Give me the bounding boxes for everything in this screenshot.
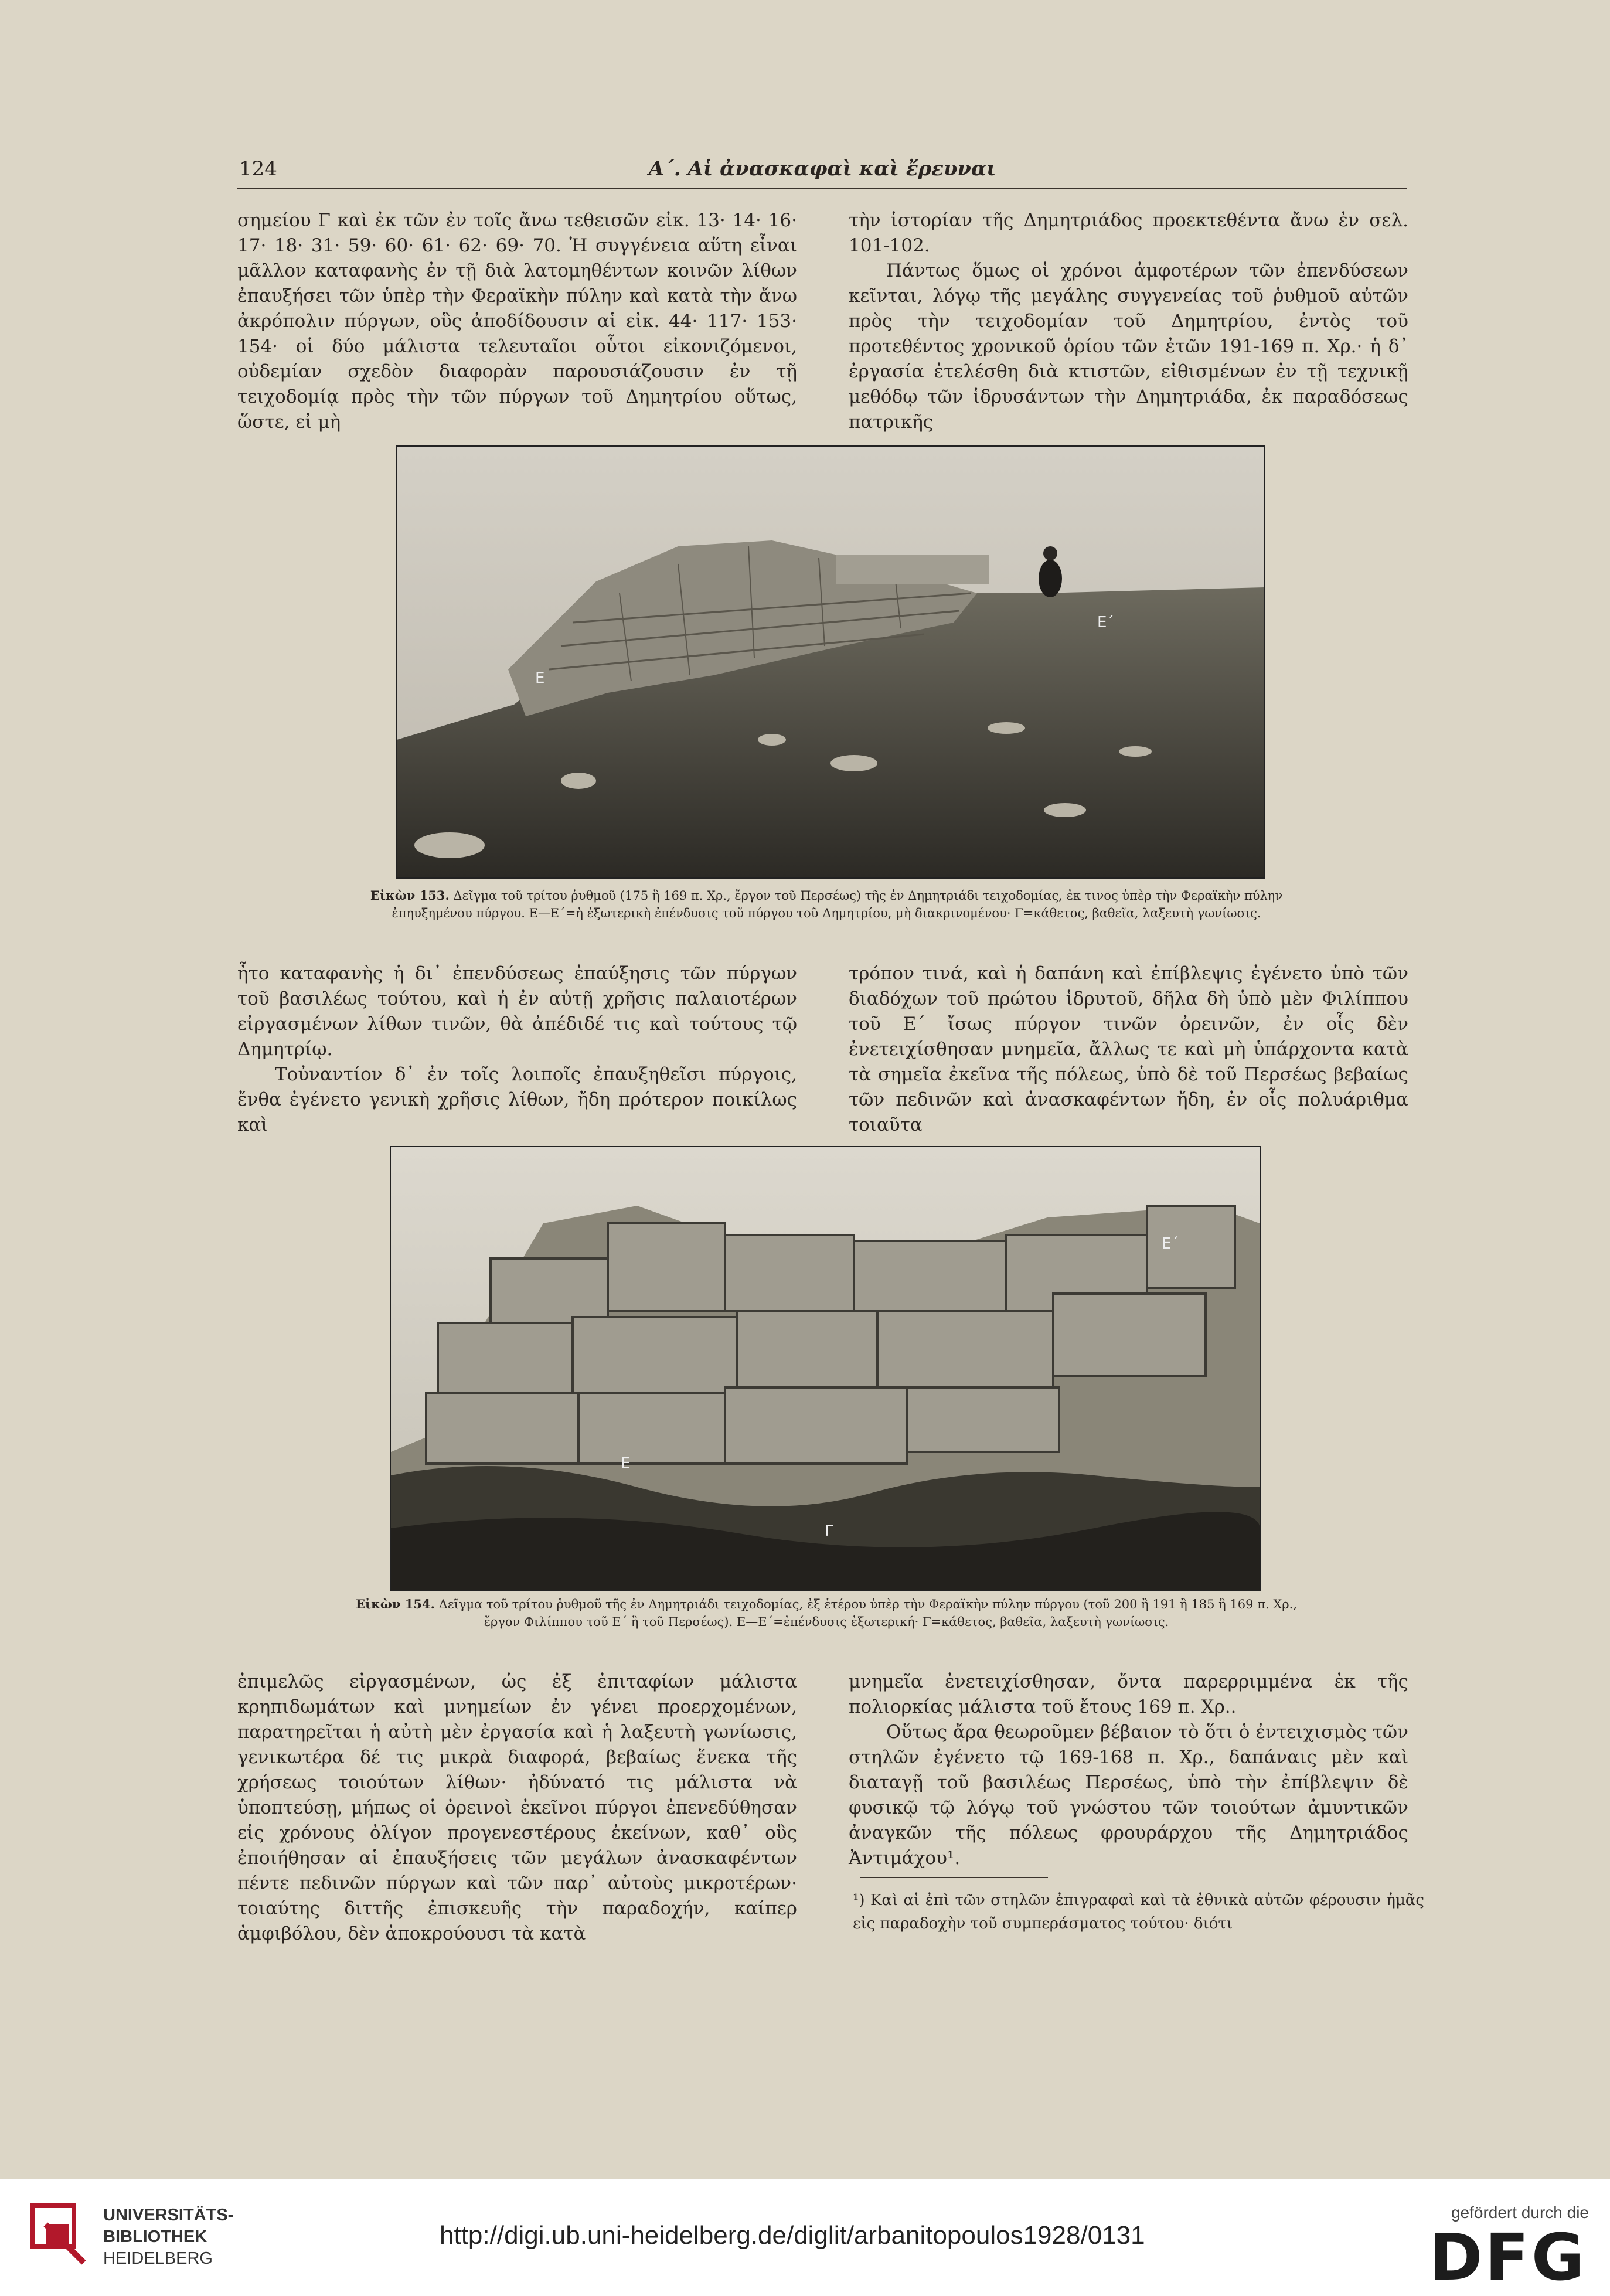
paragraph: σημείου Γ καὶ ἐκ τῶν ἐν τοῖς ἄνω τεθεισῶν εἰκ. 13· 14· 16· 17· 18· 31· 59· 60· 61· 62· 69· 70. Ἡ συγγένεια αὕτη εἶναι μᾶλλον καταφανὴς ἐν τῇ διὰ λατομηθέντων κοινῶν λίθων ἐπαυξήσει τῶν ὑπὲρ τὴν Φεραϊκὴν πύλην καὶ κατὰ τὴν ἄνω ἀκρόπολιν πύργων, οὓς ἀποδίδουσιν αἱ εἰκ. 44· 117· 153· 154· οἱ δύο μάλιστα τελευταῖοι οὗτοι εἰκονιζόμενοι, οὐδεμίαν σχεδὸν διαφορὰν παρουσιάζουσιν ἐν τῇ τειχοδομίᾳ πρὸς τὴν τῶν πύργων τοῦ Δημητρίου οὕτως, ὥστε, εἰ μὴ: [237, 210, 797, 433]
footnote-rule: [860, 1877, 1048, 1878]
library-name: [103, 2205, 233, 2270]
dfg-logo: DFG: [1429, 2220, 1587, 2295]
running-head: Α΄. Αἱ ἀνασκαφαὶ καὶ ἔρευναι: [648, 157, 996, 181]
figure-154-caption: [275, 1596, 1377, 1631]
library-name-line: UNIVERSITÄTS-: [103, 2206, 234, 2224]
bottom-right-column: [849, 1669, 1408, 1871]
caption-text: ἐπηυξημένου πύργου. Ε—Ε΄=ἡ ἐξωτερικὴ ἐπένδυσις τοῦ πύργου τοῦ Δημητρίου, μὴ διακρινομένου· Γ=κάθετος, βαθεῖα, λαξευτὴ γωνίωσις.: [392, 906, 1261, 920]
footnote: ¹) Καὶ αἱ ἐπὶ τῶν στηλῶν ἐπιγραφαὶ καὶ τὰ ἐθνικὰ αὐτῶν φέρουσιν ἡμᾶς εἰς παραδοχὴν τοῦ συμπεράσματος τούτου· διότι: [853, 1892, 1424, 1933]
digital-url-link[interactable]: http://digi.ub.uni-heidelberg.de/diglit/arbanitopoulos1928/0131: [440, 2221, 1145, 2250]
page-header: [239, 157, 1405, 192]
library-name-line: HEIDELBERG: [103, 2249, 213, 2268]
footer-bar: [0, 2179, 1610, 2296]
photo-fig-154: [390, 1146, 1261, 1591]
bottom-left-column: [237, 1669, 797, 1947]
middle-left-column: [237, 961, 797, 1138]
paragraph: Πάντως ὅμως οἱ χρόνοι ἀμφοτέρων τῶν ἐπενδύσεων κεῖνται, λόγῳ τῆς μεγάλης συγγενείας τοῦ ῥυθμοῦ αὐτῶν πρὸς τὴν τειχοδομίαν τοῦ Δημητρίου, ἐντὸς τοῦ προτεθέντος χρονικοῦ ὁρίου τῶν ἐτῶν 191-169 π. Χρ.· ἡ δ᾽ ἐργασία ἐτελέσθη διὰ κτιστῶν, εἰθισμένων ἐν τῇ τεχνικῇ μεθόδῳ τῶν ἱδρυσάντων τὴν Δημητριάδα, ἐκ παραδόσεως πατρικῆς: [849, 260, 1408, 433]
wall-label-e: E: [621, 1455, 631, 1472]
middle-right-column: [849, 961, 1408, 1138]
paragraph: Τοὐναντίον δ᾽ ἐν τοῖς λοιποῖς ἐπαυξηθεῖσι πύργοις, ἔνθα ἐγένετο γενικὴ χρῆσις λίθων, ἤδη πρότερον ποικίλως καὶ: [237, 1064, 797, 1135]
header-rule: [237, 188, 1407, 189]
figure-153-caption: [275, 887, 1377, 922]
landscape-wall-image: [397, 447, 1264, 877]
university-library-logo-icon: [28, 2201, 93, 2271]
wall-label-e-prime: E´: [1162, 1235, 1179, 1253]
paragraph: ἦτο καταφανὴς ἡ δι᾽ ἐπενδύσεως ἐπαύξησις τῶν πύργων τοῦ βασιλέως τούτου, καὶ ἡ ἐν αὐτῇ χρῆσις παλαιοτέρων εἰργασμένων λίθων τινῶν, θὰ ἀπέδιδέ τις καὶ τούτους τῷ Δημητρίῳ.: [237, 963, 797, 1060]
page-number: 124: [239, 157, 277, 181]
photo-fig-153: [396, 445, 1265, 879]
library-name-line: BIBLIOTHEK: [103, 2227, 207, 2246]
caption-text: Δεῖγμα τοῦ τρίτου ῥυθμοῦ τῆς ἐν Δημητριάδι τειχοδομίας, ἐξ ἑτέρου ὑπὲρ τὴν Φεραϊκὴν πύλην πύργου (τοῦ 200 ἢ 191 ἢ 185 ἢ 169 π. Χρ.,: [438, 1597, 1298, 1611]
wall-label-e-prime: E´: [1097, 614, 1115, 631]
caption-text: Δεῖγμα τοῦ τρίτου ῥυθμοῦ (175 ἢ 169 π. Χρ., ἔργον τοῦ Περσέως) τῆς ἐν Δημητριάδι τειχοδομίας, ἐκ τινος ὑπὲρ τὴν Φεραϊκὴν πύλην: [453, 889, 1283, 903]
top-left-column: [237, 208, 797, 435]
top-right-column: [849, 208, 1408, 435]
paragraph: Οὕτως ἄρα θεωροῦμεν βέβαιον τὸ ὅτι ὁ ἐντειχισμὸς τῶν στηλῶν ἐγένετο τῷ 169-168 π. Χρ., δαπάναις μὲν καὶ διαταγῇ τοῦ βασιλέως Περσέως, ὑπὸ τὴν ἐπίβλεψιν δὲ φυσικῷ τῷ λόγῳ τοῦ γνώστου τῶν τοιούτων ἀμυντικῶν ἀναγκῶν τῆς πόλεως φρουράρχου τῆς Δημητριάδος Ἀντιμάχου¹.: [849, 1722, 1408, 1869]
wall-label-e: E: [535, 669, 545, 687]
caption-label: Εἰκὼν 153.: [370, 888, 450, 903]
paragraph: τὴν ἱστορίαν τῆς Δημητριάδος προεκτεθέντα ἄνω ἐν σελ. 101-102.: [849, 210, 1408, 256]
paragraph: ἐπιμελῶς εἰργασμένων, ὡς ἐξ ἐπιταφίων μάλιστα κρηπιδωμάτων καὶ μνημείων ἐν γένει προερχομένων, παρατηρεῖται ἡ αὐτὴ μὲν ἐργασία καὶ ἡ λαξευτὴ γωνίωσις, γενικωτέρα δέ τις μικρὰ διαφορά, βεβαίως ἕνεκα τῆς χρήσεως τοιούτων λίθων· ἠδύνατό τις μάλιστα νὰ ὑποπτεύσῃ, μήπως οἱ ὀρεινοὶ ἐκεῖνοι πύργοι ἐπενεδύθησαν εἰς χρόνους ὀλίγον προγενεστέρους ἐκείνων, καθ᾽ οὓς ἐποιήθησαν αἱ ἐπαυξήσεις τῶν μεγάλων ἀνασκαφέντων πέντε πεδινῶν πύργων καὶ τῶν παρ᾽ αὐτοὺς μικροτέρων· τοιαύτης διττῆς ἐπισκευῆς τὴν παραδοχήν, καίπερ ἀμφιβόλου, δὲν ἀποκρούουσι τὰ κατὰ: [237, 1671, 797, 1944]
caption-label: Εἰκὼν 154.: [355, 1597, 435, 1611]
caption-text: ἔργον Φιλίππου τοῦ Ε΄ ἢ τοῦ Περσέως). Ε—Ε΄=ἐπένδυσις ἐξωτερική· Γ=κάθετος, βαθεῖα, λαξευτὴ γωνίωσις.: [484, 1615, 1169, 1629]
funded-by-text: gefördert durch die: [1451, 2203, 1589, 2222]
paragraph: τρόπον τινά, καὶ ἡ δαπάνη καὶ ἐπίβλεψις ἐγένετο ὑπὸ τῶν διαδόχων τοῦ πρώτου ἱδρυτοῦ, δῆλα δὴ ὑπὸ μὲν Φιλίππου τοῦ Ε΄ ἴσως πύργον τινῶν ὀρεινῶν, ἐν οἷς δὲν ἐνετειχίσθησαν μνημεῖα, ἄλλως τε καὶ μὴ ὑπάρχοντα κατὰ τὰ σημεῖα ἐκεῖνα τῆς πόλεως, ὑπὸ δὲ τοῦ Περσέως βεβαίως τῶν πεδινῶν καὶ ἀνασκαφέντων ἤδη, ἐν οἷς πολυάριθμα τοιαῦτα: [849, 963, 1408, 1135]
paragraph: μνημεῖα ἐνετειχίσθησαν, ὄντα παρερριμμένα ἐκ τῆς πολιορκίας μάλιστα τοῦ ἔτους 169 π. Χρ..: [849, 1671, 1408, 1717]
wall-label-gamma: Γ: [825, 1522, 833, 1540]
